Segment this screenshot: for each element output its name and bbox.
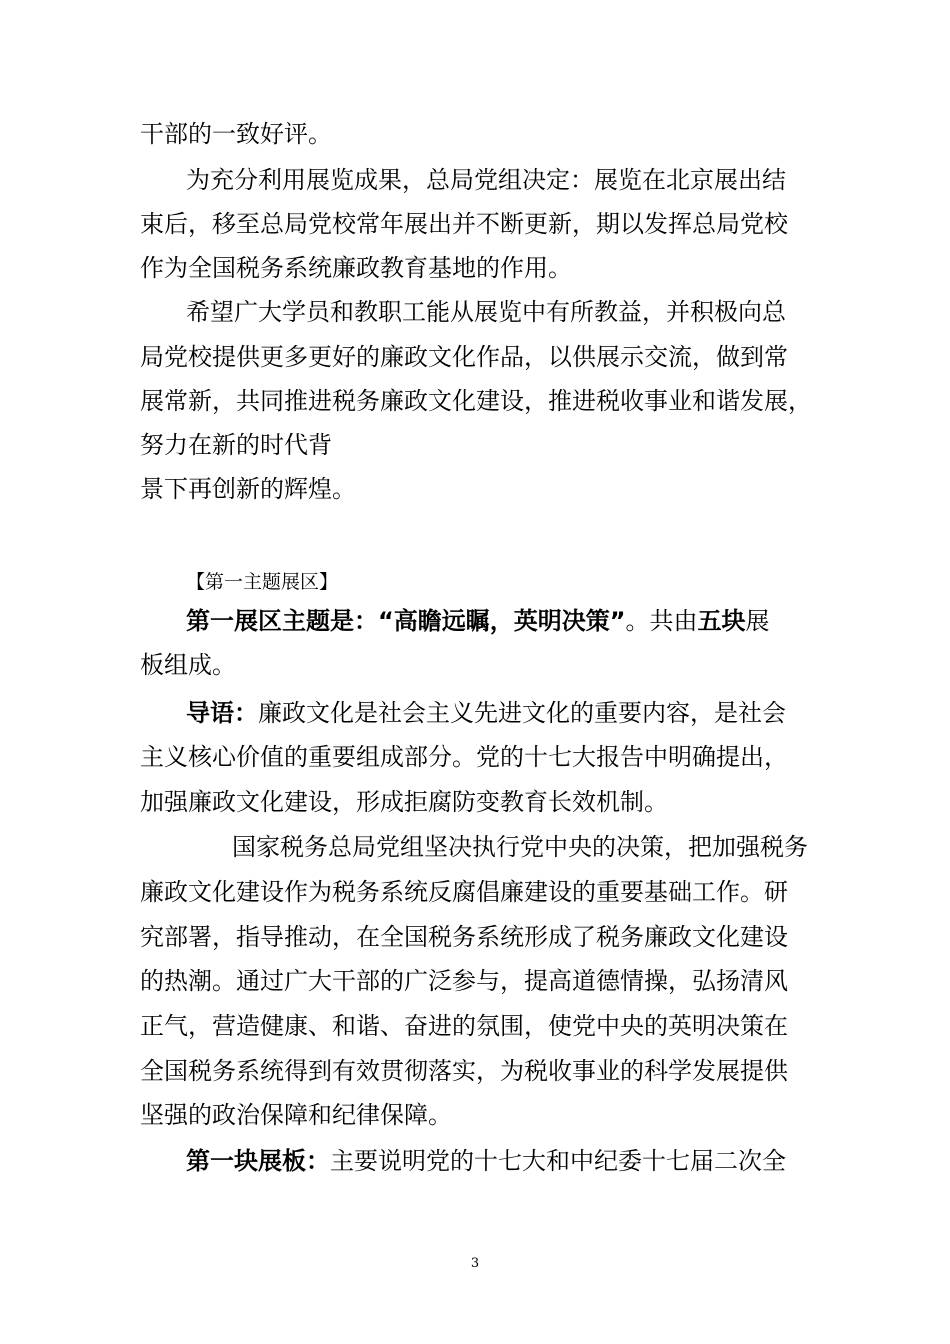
- text: 展: [745, 607, 770, 635]
- paragraph-line: [186, 606, 876, 636]
- text-line: 希望广大学员和教职工能从展览中有所教益，并积极向总: [186, 298, 786, 326]
- section-heading: 【第一主题展区】: [186, 571, 339, 593]
- text-line: 廉政文化建设作为税务系统反腐倡廉建设的重要基础工作。研: [140, 878, 788, 906]
- text: 。共由: [625, 607, 698, 635]
- text-line: 为充分利用展览成果，总局党组决定：展览在北京展出结: [186, 166, 786, 194]
- text: 主要说明党的十七大和中纪委十七届二次全: [330, 1147, 786, 1175]
- text-line: 正气，营造健康、和谐、奋进的氛围，使党中央的英明决策在: [140, 1012, 788, 1040]
- bold-text: 导语：: [186, 699, 258, 727]
- text-line: 究部署，指导推动，在全国税务系统形成了税务廉政文化建设: [140, 923, 788, 951]
- text-line: 干部的一致好评。: [140, 120, 332, 148]
- text-line: 国家税务总局党组坚决执行党中央的决策，把加强税务: [232, 833, 808, 861]
- text-line: 的热潮。通过广大干部的广泛参与，提高道德情操，弘扬清风: [140, 967, 788, 995]
- bold-text: 第一展区主题是：“高瞻远瞩，英明决策”: [186, 607, 626, 635]
- paragraph-line: [186, 698, 876, 728]
- text-line: 板组成。: [140, 651, 236, 679]
- text-line: 坚强的政治保障和纪律保障。: [140, 1101, 452, 1129]
- bold-text: 五块: [697, 607, 746, 635]
- text-line: 全国税务系统得到有效贯彻落实，为税收事业的科学发展提供: [140, 1057, 788, 1085]
- text: 廉政文化是社会主义先进文化的重要内容，是社会: [258, 699, 786, 727]
- text-line: 景下再创新的辉煌。: [140, 475, 356, 503]
- text-line: 努力在新的时代背: [140, 431, 332, 459]
- bold-text: 第一块展板：: [186, 1147, 330, 1175]
- text-line: 加强廉政文化建设，形成拒腐防变教育长效机制。: [140, 788, 668, 816]
- text-line: 局党校提供更多更好的廉政文化作品，以供展示交流，做到常: [140, 343, 788, 371]
- page-number: 3: [470, 1256, 480, 1271]
- text-line: 主义核心价值的重要组成部分。党的十七大报告中明确提出，: [140, 743, 788, 771]
- text-line: 作为全国税务系统廉政教育基地的作用。: [140, 254, 572, 282]
- text-line: 展常新，共同推进税务廉政文化建设，推进税收事业和谐发展，: [140, 387, 812, 415]
- paragraph-line: [186, 1146, 876, 1176]
- text-line: 束后，移至总局党校常年展出并不断更新，期以发挥总局党校: [140, 210, 788, 238]
